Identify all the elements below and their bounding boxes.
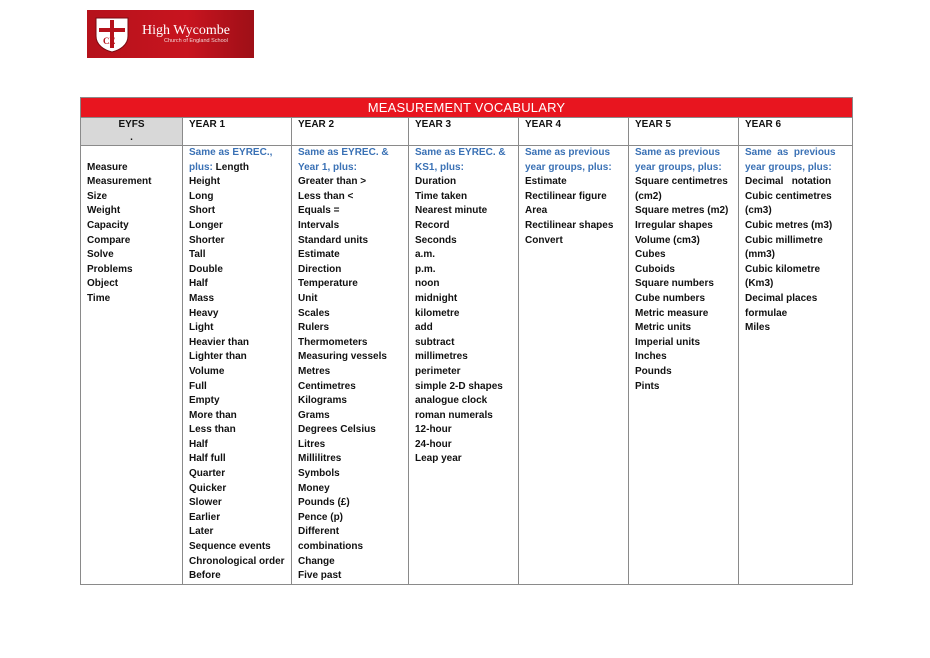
list-item: Half xyxy=(189,438,208,450)
list-item: Sequence events xyxy=(189,541,271,553)
list-item: Compare xyxy=(87,234,131,246)
list-item: Scales xyxy=(298,307,330,319)
list-item: add xyxy=(415,322,433,334)
list-item: Cubic millimetre xyxy=(745,234,823,246)
list-item: Measurement xyxy=(87,176,152,188)
list-item: millimetres xyxy=(415,351,468,363)
list-item: Thermometers xyxy=(298,336,368,348)
list-item: Metric measure xyxy=(635,307,709,319)
list-item: Change xyxy=(298,555,335,567)
list-item: Decimal places xyxy=(745,292,818,304)
list-item: Less than < xyxy=(298,190,354,202)
list-item: Mass xyxy=(189,292,215,304)
list-item: Pounds (£) xyxy=(298,497,350,509)
list-item: (cm3) xyxy=(745,205,772,217)
lead-text: year groups, plus: xyxy=(525,161,612,173)
list-item: midnight xyxy=(415,292,458,304)
list-item: Inches xyxy=(635,351,667,363)
list-item: Tall xyxy=(189,249,206,261)
crest-letter-c: CE xyxy=(103,36,116,46)
list-item: perimeter xyxy=(415,365,461,377)
column-year-5 xyxy=(629,146,739,585)
list-item: Record xyxy=(415,219,450,231)
list-item: Later xyxy=(189,526,214,538)
header-year-6: YEAR 6 xyxy=(739,118,853,146)
list-item: 12-hour xyxy=(415,424,452,436)
header-year-3: YEAR 3 xyxy=(409,118,519,146)
lead-text: year groups, plus: xyxy=(635,161,722,173)
list-item: Length xyxy=(212,161,249,173)
list-item: Estimate xyxy=(525,176,567,188)
list-item: Irregular shapes xyxy=(635,219,713,231)
list-item: (mm3) xyxy=(745,249,776,261)
list-item: Cube numbers xyxy=(635,292,706,304)
column-year-3 xyxy=(409,146,519,585)
list-item: Double xyxy=(189,263,223,275)
list-item: combinations xyxy=(298,541,364,553)
list-item: (cm2) xyxy=(635,190,662,202)
list-item: Long xyxy=(189,190,214,202)
list-item: Rectilinear figure xyxy=(525,190,607,202)
list-item: 24-hour xyxy=(415,438,452,450)
list-item: Shorter xyxy=(189,234,225,246)
header-eyfs: EYFS . xyxy=(81,118,183,146)
list-item: a.m. xyxy=(415,249,436,261)
list-item: Standard units xyxy=(298,234,369,246)
list-item: Solve xyxy=(87,249,114,261)
list-item: Square centimetres xyxy=(635,176,728,188)
list-item: Unit xyxy=(298,292,318,304)
list-item: Earlier xyxy=(189,511,221,523)
list-item: Quicker xyxy=(189,482,227,494)
list-item: Nearest minute xyxy=(415,205,488,217)
list-item: Centimetres xyxy=(298,380,356,392)
list-item: Weight xyxy=(87,205,121,217)
header-year-1: YEAR 1 xyxy=(183,118,292,146)
list-item: Millilitres xyxy=(298,453,342,465)
eyfs-subtext: . xyxy=(130,132,133,143)
list-item: roman numerals xyxy=(415,409,493,421)
crest-icon xyxy=(92,14,132,54)
list-item: Five past xyxy=(298,570,342,582)
list-item: Litres xyxy=(298,438,326,450)
list-item: Pints xyxy=(635,380,660,392)
lead-text: Same as EYREC., xyxy=(189,147,273,158)
measurement-vocabulary-table xyxy=(80,97,853,585)
list-item: subtract xyxy=(415,336,455,348)
list-item: More than xyxy=(189,409,237,421)
lead-text: Same as previous xyxy=(745,147,836,158)
list-item: Quarter xyxy=(189,468,226,480)
list-item: Less than xyxy=(189,424,236,436)
list-item: Pence (p) xyxy=(298,511,344,523)
header-year-5: YEAR 5 xyxy=(629,118,739,146)
list-item: Area xyxy=(525,205,548,217)
list-item: Greater than > xyxy=(298,176,367,188)
list-item: Miles xyxy=(745,322,771,334)
list-item: Lighter than xyxy=(189,351,247,363)
list-item: Time xyxy=(87,292,111,304)
list-item: Slower xyxy=(189,497,222,509)
list-item: Duration xyxy=(415,176,457,188)
column-year-4 xyxy=(519,146,629,585)
list-item: Intervals xyxy=(298,219,340,231)
list-item: Square metres (m2) xyxy=(635,205,729,217)
list-item: Measure xyxy=(87,161,128,173)
list-item: Direction xyxy=(298,263,342,275)
list-item: Short xyxy=(189,205,216,217)
list-item: Capacity xyxy=(87,219,129,231)
header-year-4: YEAR 4 xyxy=(519,118,629,146)
column-year-1 xyxy=(183,146,292,585)
list-item: Cubic centimetres xyxy=(745,190,832,202)
school-name: High Wycombe xyxy=(142,23,230,38)
lead-text: Same as EYREC. & xyxy=(298,147,389,158)
list-item: analogue clock xyxy=(415,395,488,407)
list-item: (Km3) xyxy=(745,278,774,290)
list-item: Heavier than xyxy=(189,336,250,348)
list-item: Pounds xyxy=(635,365,672,377)
lead-text: Same as previous xyxy=(635,147,721,158)
list-item: Heavy xyxy=(189,307,219,319)
list-item: Grams xyxy=(298,409,330,421)
list-item: Different xyxy=(298,526,340,538)
list-item: Imperial units xyxy=(635,336,701,348)
list-item: Volume (cm3) xyxy=(635,234,700,246)
list-item: Light xyxy=(189,322,214,334)
lead-text: year groups, plus: xyxy=(745,161,832,173)
list-item: Square numbers xyxy=(635,278,714,290)
list-item: Symbols xyxy=(298,468,340,480)
column-year-2 xyxy=(292,146,409,585)
list-item: Measuring vessels xyxy=(298,351,387,363)
list-item: Cubes xyxy=(635,249,666,261)
list-item: Half xyxy=(189,278,208,290)
list-item: Half full xyxy=(189,453,226,465)
lead-text: plus: xyxy=(189,161,213,173)
list-item: Metres xyxy=(298,365,331,377)
lead-text: KS1, plus: xyxy=(415,161,464,173)
list-item: Before xyxy=(189,570,221,582)
list-item: Cuboids xyxy=(635,263,675,275)
list-item: Volume xyxy=(189,365,225,377)
list-item: p.m. xyxy=(415,263,436,275)
list-item: Convert xyxy=(525,234,563,246)
list-item: kilometre xyxy=(415,307,460,319)
column-eyfs xyxy=(81,146,183,585)
list-item: Size xyxy=(87,190,108,202)
lead-text: Same as previous xyxy=(525,147,611,158)
list-item: Cubic metres (m3) xyxy=(745,219,833,231)
list-item: Equals = xyxy=(298,205,340,217)
lead-text: Same as EYREC. & xyxy=(415,147,506,158)
list-item: Empty xyxy=(189,395,220,407)
list-item: Estimate xyxy=(298,249,340,261)
school-logo xyxy=(87,10,254,58)
list-item: Object xyxy=(87,278,119,290)
list-item: Problems xyxy=(87,263,133,275)
header-year-2: YEAR 2 xyxy=(292,118,409,146)
list-item: Height xyxy=(189,176,221,188)
lead-text: Year 1, plus: xyxy=(298,161,357,173)
column-year-6 xyxy=(739,146,853,585)
list-item: Leap year xyxy=(415,453,462,465)
list-item: Cubic kilometre xyxy=(745,263,821,275)
list-item: Decimal notation xyxy=(745,176,832,188)
list-item: Kilograms xyxy=(298,395,347,407)
school-subtitle: Church of England School xyxy=(164,38,228,44)
table-title: MEASUREMENT VOCABULARY xyxy=(81,98,853,118)
list-item: Temperature xyxy=(298,278,358,290)
list-item: Metric units xyxy=(635,322,692,334)
list-item: Chronological order xyxy=(189,555,285,567)
list-item: Full xyxy=(189,380,207,392)
list-item: simple 2-D shapes xyxy=(415,380,503,392)
list-item: Degrees Celsius xyxy=(298,424,376,436)
list-item: Money xyxy=(298,482,330,494)
list-item: Rulers xyxy=(298,322,330,334)
list-item: Time taken xyxy=(415,190,468,202)
list-item: Longer xyxy=(189,219,223,231)
list-item: formulae xyxy=(745,307,788,319)
list-item: Seconds xyxy=(415,234,457,246)
list-item: Rectilinear shapes xyxy=(525,219,614,231)
list-item: noon xyxy=(415,278,440,290)
